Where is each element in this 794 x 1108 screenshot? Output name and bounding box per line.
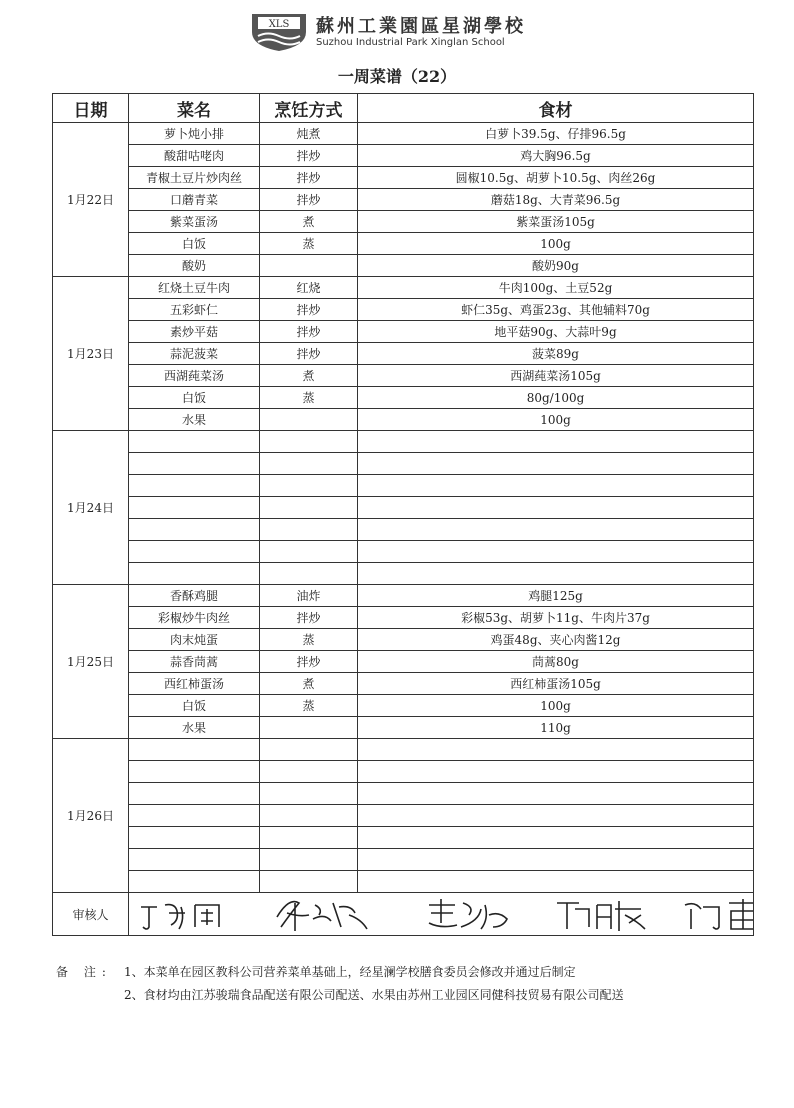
ingredients-cell: 鸡大胸96.5g xyxy=(358,145,754,167)
method-cell xyxy=(260,827,358,849)
table-row xyxy=(53,365,754,387)
method-column-header: 烹饪方式 xyxy=(260,94,358,123)
dish-cell xyxy=(129,541,260,563)
ingredients-cell: 茼蒿80g xyxy=(358,651,754,673)
table-row xyxy=(53,849,754,871)
menu-table xyxy=(52,93,754,936)
header-row xyxy=(53,94,754,123)
method-cell xyxy=(260,453,358,475)
dish-cell: 口蘑青菜 xyxy=(129,189,260,211)
table-row xyxy=(53,387,754,409)
dish-cell: 西湖莼菜汤 xyxy=(129,365,260,387)
method-cell xyxy=(260,255,358,277)
dish-cell: 肉末炖蛋 xyxy=(129,629,260,651)
table-row xyxy=(53,827,754,849)
dish-cell: 水果 xyxy=(129,717,260,739)
dish-cell xyxy=(129,475,260,497)
dish-cell: 水果 xyxy=(129,409,260,431)
table-row xyxy=(53,233,754,255)
date-column-header: 日期 xyxy=(53,94,129,123)
school-header xyxy=(250,10,550,54)
dish-cell xyxy=(129,453,260,475)
method-cell: 拌炒 xyxy=(260,167,358,189)
ingredients-cell: 蘑菇18g、大青菜96.5g xyxy=(358,189,754,211)
date-cell: 1月25日 xyxy=(53,585,129,739)
table-row xyxy=(53,123,754,145)
ingredients-cell xyxy=(358,783,754,805)
ingredients-cell: 牛肉100g、土豆52g xyxy=(358,277,754,299)
method-cell: 蒸 xyxy=(260,629,358,651)
dish-column-header: 菜名 xyxy=(129,94,260,123)
ingredients-cell: 彩椒53g、胡萝卜11g、牛肉片37g xyxy=(358,607,754,629)
dish-cell: 白饭 xyxy=(129,695,260,717)
dish-cell xyxy=(129,871,260,893)
school-logo xyxy=(250,12,308,52)
table-row xyxy=(53,717,754,739)
dish-cell: 蒜泥菠菜 xyxy=(129,343,260,365)
dish-cell: 五彩虾仁 xyxy=(129,299,260,321)
method-cell: 蒸 xyxy=(260,233,358,255)
dish-cell xyxy=(129,761,260,783)
method-cell: 拌炒 xyxy=(260,189,358,211)
date-cell: 1月24日 xyxy=(53,431,129,585)
ingredients-column-header: 食材 xyxy=(358,94,754,123)
table-row xyxy=(53,541,754,563)
dish-cell: 紫菜蛋汤 xyxy=(129,211,260,233)
reviewer-row xyxy=(53,893,754,936)
table-row xyxy=(53,695,754,717)
ingredients-cell: 100g xyxy=(358,409,754,431)
ingredients-cell: 80g/100g xyxy=(358,387,754,409)
method-cell: 煮 xyxy=(260,365,358,387)
signature-5 xyxy=(679,893,754,935)
ingredients-cell xyxy=(358,519,754,541)
school-name-en: Suzhou Industrial Park Xinglan School xyxy=(316,37,505,48)
table-row xyxy=(53,519,754,541)
ingredients-cell: 菠菜89g xyxy=(358,343,754,365)
method-cell: 蒸 xyxy=(260,387,358,409)
table-row xyxy=(53,585,754,607)
table-row xyxy=(53,871,754,893)
method-cell: 拌炒 xyxy=(260,321,358,343)
note-line-2: 2、食材均由江苏骏瑞食品配送有限公司配送、水果由苏州工业园区同健科技贸易有限公司配送 xyxy=(124,988,624,1002)
ingredients-cell xyxy=(358,849,754,871)
page-title: 一周菜谱（22） xyxy=(337,67,457,86)
method-cell xyxy=(260,409,358,431)
ingredients-cell: 虾仁35g、鸡蛋23g、其他辅料70g xyxy=(358,299,754,321)
dish-cell: 素炒平菇 xyxy=(129,321,260,343)
notes-label: 备 注: xyxy=(56,965,112,979)
dish-cell: 蒜香茼蒿 xyxy=(129,651,260,673)
method-cell xyxy=(260,761,358,783)
dish-cell: 青椒土豆片炒肉丝 xyxy=(129,167,260,189)
ingredients-cell: 100g xyxy=(358,695,754,717)
ingredients-cell xyxy=(358,805,754,827)
method-cell: 油炸 xyxy=(260,585,358,607)
method-cell: 拌炒 xyxy=(260,343,358,365)
dish-cell: 香酥鸡腿 xyxy=(129,585,260,607)
dish-cell xyxy=(129,519,260,541)
dish-cell xyxy=(129,497,260,519)
ingredients-cell xyxy=(358,827,754,849)
ingredients-cell: 西湖莼菜汤105g xyxy=(358,365,754,387)
dish-cell: 西红柿蛋汤 xyxy=(129,673,260,695)
table-row xyxy=(53,783,754,805)
method-cell xyxy=(260,519,358,541)
table-row xyxy=(53,277,754,299)
method-cell xyxy=(260,475,358,497)
method-cell xyxy=(260,783,358,805)
ingredients-cell xyxy=(358,761,754,783)
ingredients-cell xyxy=(358,453,754,475)
method-cell xyxy=(260,497,358,519)
dish-cell: 萝卜炖小排 xyxy=(129,123,260,145)
table-row xyxy=(53,299,754,321)
method-cell xyxy=(260,717,358,739)
method-cell: 拌炒 xyxy=(260,651,358,673)
logo-text: XLS xyxy=(268,19,290,30)
dish-cell: 白饭 xyxy=(129,387,260,409)
date-cell: 1月26日 xyxy=(53,739,129,893)
method-cell: 拌炒 xyxy=(260,299,358,321)
table-row xyxy=(53,453,754,475)
table-row xyxy=(53,497,754,519)
ingredients-cell: 圆椒10.5g、胡萝卜10.5g、肉丝26g xyxy=(358,167,754,189)
table-row xyxy=(53,343,754,365)
ingredients-cell: 白萝卜39.5g、仔排96.5g xyxy=(358,123,754,145)
ingredients-cell xyxy=(358,563,754,585)
signature-1 xyxy=(135,893,245,935)
method-cell xyxy=(260,871,358,893)
menu-body xyxy=(53,123,754,893)
method-cell xyxy=(260,563,358,585)
dish-cell: 红烧土豆牛肉 xyxy=(129,277,260,299)
table-row xyxy=(53,673,754,695)
table-row xyxy=(53,167,754,189)
ingredients-cell xyxy=(358,431,754,453)
method-cell xyxy=(260,805,358,827)
dish-cell xyxy=(129,827,260,849)
table-row xyxy=(53,189,754,211)
table-row xyxy=(53,475,754,497)
ingredients-cell xyxy=(358,475,754,497)
table-row xyxy=(53,211,754,233)
dish-cell xyxy=(129,739,260,761)
ingredients-cell xyxy=(358,739,754,761)
method-cell: 煮 xyxy=(260,673,358,695)
method-cell: 蒸 xyxy=(260,695,358,717)
method-cell: 拌炒 xyxy=(260,607,358,629)
dish-cell xyxy=(129,563,260,585)
table-row xyxy=(53,761,754,783)
note-line-1: 1、本菜单在园区教科公司营养菜单基础上，经星澜学校膳食委员会修改并通过后制定 xyxy=(124,965,576,979)
dish-cell: 酸甜咕咾肉 xyxy=(129,145,260,167)
method-cell: 煮 xyxy=(260,211,358,233)
table-row xyxy=(53,805,754,827)
signature-2 xyxy=(269,893,379,935)
method-cell xyxy=(260,739,358,761)
ingredients-cell: 鸡蛋48g、夹心肉酱12g xyxy=(358,629,754,651)
table-row xyxy=(53,739,754,761)
dish-cell xyxy=(129,783,260,805)
date-cell: 1月22日 xyxy=(53,123,129,277)
ingredients-cell xyxy=(358,871,754,893)
table-row xyxy=(53,651,754,673)
ingredients-cell: 地平菇90g、大蒜叶9g xyxy=(358,321,754,343)
ingredients-cell: 100g xyxy=(358,233,754,255)
dish-cell: 彩椒炒牛肉丝 xyxy=(129,607,260,629)
table-row xyxy=(53,607,754,629)
signature-3 xyxy=(419,893,529,935)
method-cell: 炖煮 xyxy=(260,123,358,145)
ingredients-cell: 紫菜蛋汤105g xyxy=(358,211,754,233)
signature-area xyxy=(129,893,754,936)
method-cell xyxy=(260,431,358,453)
table-row xyxy=(53,563,754,585)
ingredients-cell xyxy=(358,541,754,563)
table-row xyxy=(53,409,754,431)
table-row xyxy=(53,321,754,343)
ingredients-cell xyxy=(358,497,754,519)
ingredients-cell: 鸡腿125g xyxy=(358,585,754,607)
table-row xyxy=(53,255,754,277)
table-row xyxy=(53,145,754,167)
signature-4 xyxy=(549,893,659,935)
ingredients-cell: 西红柿蛋汤105g xyxy=(358,673,754,695)
dish-cell xyxy=(129,805,260,827)
dish-cell xyxy=(129,431,260,453)
ingredients-cell: 110g xyxy=(358,717,754,739)
reviewer-label: 审核人 xyxy=(53,893,129,936)
date-cell: 1月23日 xyxy=(53,277,129,431)
table-row xyxy=(53,629,754,651)
table-row xyxy=(53,431,754,453)
method-cell: 拌炒 xyxy=(260,145,358,167)
method-cell: 红烧 xyxy=(260,277,358,299)
method-cell xyxy=(260,541,358,563)
dish-cell: 白饭 xyxy=(129,233,260,255)
dish-cell xyxy=(129,849,260,871)
method-cell xyxy=(260,849,358,871)
dish-cell: 酸奶 xyxy=(129,255,260,277)
ingredients-cell: 酸奶90g xyxy=(358,255,754,277)
school-name-cn: 蘇州工業園區星湖學校 xyxy=(316,16,526,37)
